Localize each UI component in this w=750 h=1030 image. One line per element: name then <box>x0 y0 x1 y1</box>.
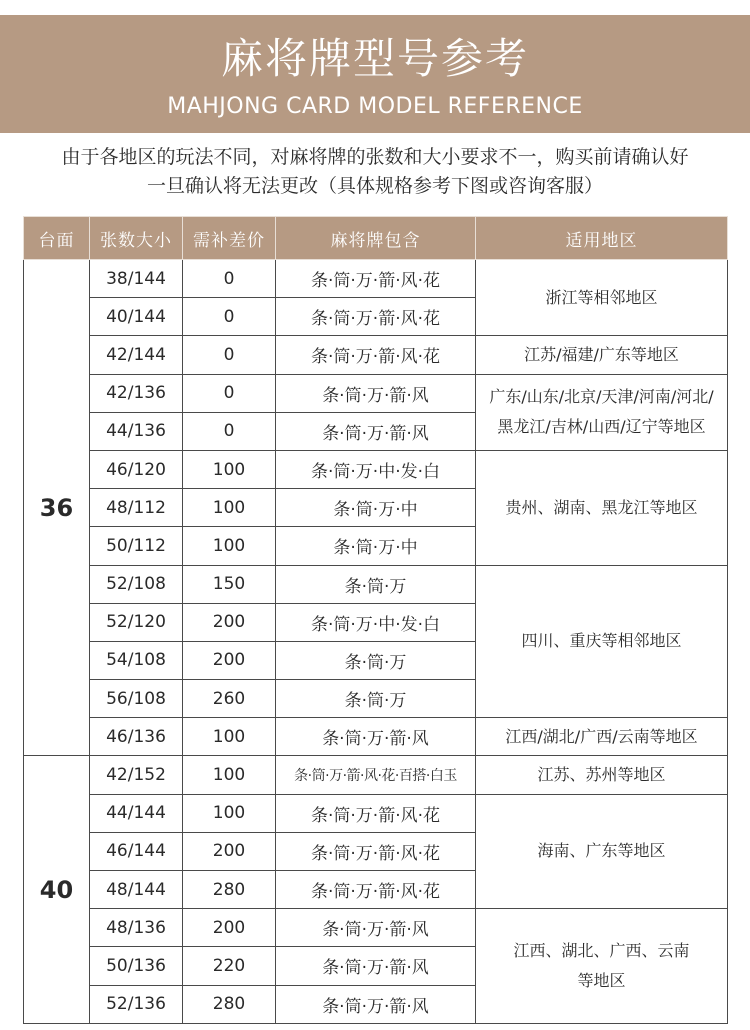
price-cell: 280 <box>183 985 276 1023</box>
region-line: 贵州、湖南、黑龙江等地区 <box>505 497 698 517</box>
tiles-cell: 条·筒·万 <box>276 680 476 718</box>
price-cell: 100 <box>183 718 276 756</box>
page-title: 麻将牌型号参考 <box>220 34 529 83</box>
price-cell: 200 <box>183 603 276 641</box>
size-cell: 46/136 <box>90 718 183 756</box>
size-cell: 42/144 <box>90 336 183 374</box>
intro-line-1: 由于各地区的玩法不同，对麻将牌的张数和大小要求不一，购买前请确认好 <box>61 146 689 168</box>
size-cell: 44/136 <box>90 412 183 450</box>
title-banner <box>0 15 750 133</box>
tiles-cell: 条·筒·万·箭·风·花 <box>276 260 476 298</box>
table-row <box>24 336 728 374</box>
price-cell: 0 <box>183 374 276 412</box>
size-cell: 52/136 <box>90 985 183 1023</box>
model-reference-table <box>23 216 728 1024</box>
region-cell <box>476 374 728 450</box>
header-tiles-included: 麻将牌包含 <box>276 217 476 260</box>
price-cell: 100 <box>183 756 276 794</box>
intro-line-2: 一旦确认将无法更改（具体规格参考下图或咨询客服） <box>146 175 603 197</box>
tiles-cell: 条·筒·万·箭·风 <box>276 985 476 1023</box>
region-cell <box>476 756 728 794</box>
tiles-cell: 条·筒·万·箭·风 <box>276 374 476 412</box>
tiles-cell: 条·筒·万·箭·风·花 <box>276 794 476 832</box>
price-cell: 280 <box>183 871 276 909</box>
tiles-cell: 条·筒·万·箭·风·花 <box>276 871 476 909</box>
size-cell: 56/108 <box>90 680 183 718</box>
size-cell: 48/144 <box>90 871 183 909</box>
tiles-cell: 条·筒·万·箭·风 <box>276 909 476 947</box>
table-header-row <box>24 217 728 260</box>
size-cell: 54/108 <box>90 641 183 679</box>
size-cell: 50/112 <box>90 527 183 565</box>
price-cell: 220 <box>183 947 276 985</box>
size-cell: 46/144 <box>90 832 183 870</box>
region-line: 四川、重庆等相邻地区 <box>521 631 682 651</box>
table-row <box>24 909 728 947</box>
region-line: 江西/湖北/广西/云南等地区 <box>505 726 698 746</box>
size-cell: 48/112 <box>90 489 183 527</box>
table-row <box>24 756 728 794</box>
table-row <box>24 794 728 832</box>
region-line: 广东/山东/北京/天津/河南/河北/ <box>489 387 714 407</box>
tiles-cell: 条·筒·万 <box>276 641 476 679</box>
size-cell: 42/136 <box>90 374 183 412</box>
header-extra-price: 需补差价 <box>183 217 276 260</box>
price-cell: 150 <box>183 565 276 603</box>
table-row <box>24 718 728 756</box>
region-cell <box>476 909 728 1024</box>
price-cell: 100 <box>183 450 276 488</box>
header-tile-count: 张数大小 <box>90 217 183 260</box>
page-subtitle: MAHJONG CARD MODEL REFERENCE <box>167 94 583 119</box>
region-cell <box>476 794 728 909</box>
region-line: 江苏、苏州等地区 <box>537 765 666 785</box>
size-cell: 44/144 <box>90 794 183 832</box>
price-cell: 100 <box>183 794 276 832</box>
tiles-cell: 条·筒·万 <box>276 565 476 603</box>
region-cell <box>476 450 728 565</box>
tiles-cell: 条·筒·万·箭·风·花 <box>276 832 476 870</box>
price-cell: 0 <box>183 336 276 374</box>
price-cell: 0 <box>183 298 276 336</box>
size-cell: 48/136 <box>90 909 183 947</box>
header-table-size: 台面 <box>24 217 90 260</box>
table-row <box>24 374 728 412</box>
tiles-cell: 条·筒·万·箭·风·花·百搭·白玉 <box>276 756 476 794</box>
table-row <box>24 450 728 488</box>
price-cell: 260 <box>183 680 276 718</box>
region-cell <box>476 718 728 756</box>
size-cell: 50/136 <box>90 947 183 985</box>
tiles-cell: 条·筒·万·箭·风 <box>276 718 476 756</box>
price-cell: 100 <box>183 527 276 565</box>
tiles-cell: 条·筒·万·箭·风 <box>276 412 476 450</box>
size-cell: 38/144 <box>90 260 183 298</box>
region-line: 江西、湖北、广西、云南 <box>513 941 690 961</box>
intro-text <box>0 143 750 201</box>
size-cell: 42/152 <box>90 756 183 794</box>
region-line: 等地区 <box>577 971 626 991</box>
region-line: 黑龙江/吉林/山西/辽宁等地区 <box>497 417 706 437</box>
group-36-cell: 36 <box>24 260 90 756</box>
tiles-cell: 条·筒·万·中·发·白 <box>276 450 476 488</box>
table-row <box>24 565 728 603</box>
price-cell: 200 <box>183 832 276 870</box>
header-region: 适用地区 <box>476 217 728 260</box>
tiles-cell: 条·筒·万·中·发·白 <box>276 603 476 641</box>
size-cell: 40/144 <box>90 298 183 336</box>
tiles-cell: 条·筒·万·中 <box>276 489 476 527</box>
region-cell <box>476 336 728 374</box>
tiles-cell: 条·筒·万·中 <box>276 527 476 565</box>
region-cell <box>476 260 728 336</box>
price-cell: 0 <box>183 260 276 298</box>
price-cell: 0 <box>183 412 276 450</box>
region-line: 浙江等相邻地区 <box>545 287 658 307</box>
size-cell: 46/120 <box>90 450 183 488</box>
group-40-cell: 40 <box>24 756 90 1024</box>
region-line: 江苏/福建/广东等地区 <box>524 344 679 364</box>
tiles-cell: 条·筒·万·箭·风·花 <box>276 298 476 336</box>
size-cell: 52/108 <box>90 565 183 603</box>
tiles-cell: 条·筒·万·箭·风 <box>276 947 476 985</box>
table-row <box>24 260 728 298</box>
region-line: 海南、广东等地区 <box>537 841 666 861</box>
price-cell: 100 <box>183 489 276 527</box>
price-cell: 200 <box>183 909 276 947</box>
size-cell: 52/120 <box>90 603 183 641</box>
region-cell <box>476 565 728 718</box>
price-cell: 200 <box>183 641 276 679</box>
tiles-cell: 条·筒·万·箭·风·花 <box>276 336 476 374</box>
